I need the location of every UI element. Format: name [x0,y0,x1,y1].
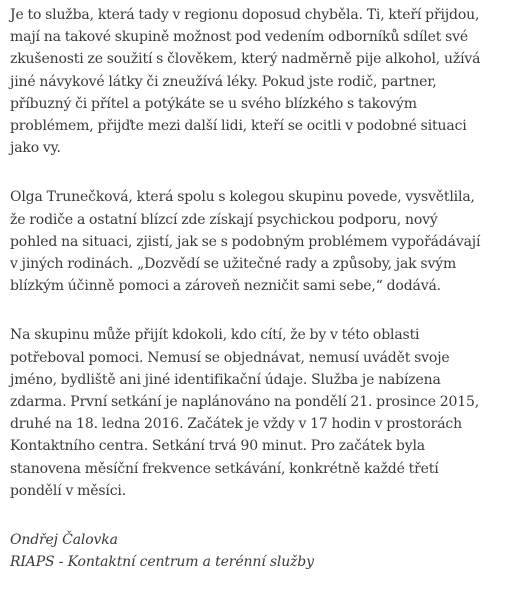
signature-author: Ondřej Čalovka [10,532,118,549]
text-line: mají na takové skupině možnost pod vedením odborníků sdílet své [10,29,469,46]
text-line: Je to služba, která tady v regionu doposud chyběla. Ti, kteří přijdou, [10,7,480,23]
paragraph-details [10,324,510,502]
text-line: příbuzný či přítel a potýkáte se u svého blízkého s takovým [10,95,417,112]
text-line: Kontaktního centra. Setkání trvá 90 minut. Pro začátek byla [10,438,425,455]
signature [10,529,510,573]
text-line: Olga Trunečková, která spolu s kolegou skupinu povede, vysvětlila, [10,189,475,206]
text-line: problémem, přijďte mezi další lidi, kteří se ocitli v podobné situaci [10,118,467,135]
text-line: že rodiče a ostatní blízcí zde získají psychickou podporu, nový [10,211,438,228]
text-line: druhé na 18. ledna 2016. Začátek je vždy v 17 hodin v prostorách [10,416,462,433]
text-line: v jiných rodinách. „Dozvědí se užitečné rady a způsoby, jak svým [10,256,457,273]
paragraph-quote [10,186,510,297]
text-line: potřeboval pomoci. Nemusí se objednávat, nemusí uvádět svoje [10,349,450,366]
text-line: Na skupinu může přijít kdokoli, kdo cítí, že by v této oblasti [10,327,420,344]
signature-organization: RIAPS - Kontaktní centrum a terénní služby [10,554,314,571]
paragraph-intro [10,4,510,159]
text-line: blízkým účinně pomoci a zároveň nezničit sami sebe,“ dodává. [10,278,441,295]
article-body [10,4,510,573]
text-line: jiné návykové látky či zneužívá léky. Pokud jste rodič, partner, [10,73,437,90]
text-line: zkušenosti ze soužití s člověkem, který nadměrně pije alkohol, užívá [10,51,481,68]
text-line: jméno, bydliště ani jiné identifikační údaje. Služba je nabízena [10,371,441,388]
text-line: zdarma. První setkání je naplánováno na pondělí 21. prosince 2015, [10,394,480,411]
text-line: jako vy. [10,140,61,157]
text-line: stanovena měsíční frekvence setkávání, konkrétně každé třetí [10,460,439,477]
text-line: pondělí v měsíci. [10,482,127,499]
text-line: pohled na situaci, zjistí, jak se s podobným problémem vypořádávají [10,233,481,250]
